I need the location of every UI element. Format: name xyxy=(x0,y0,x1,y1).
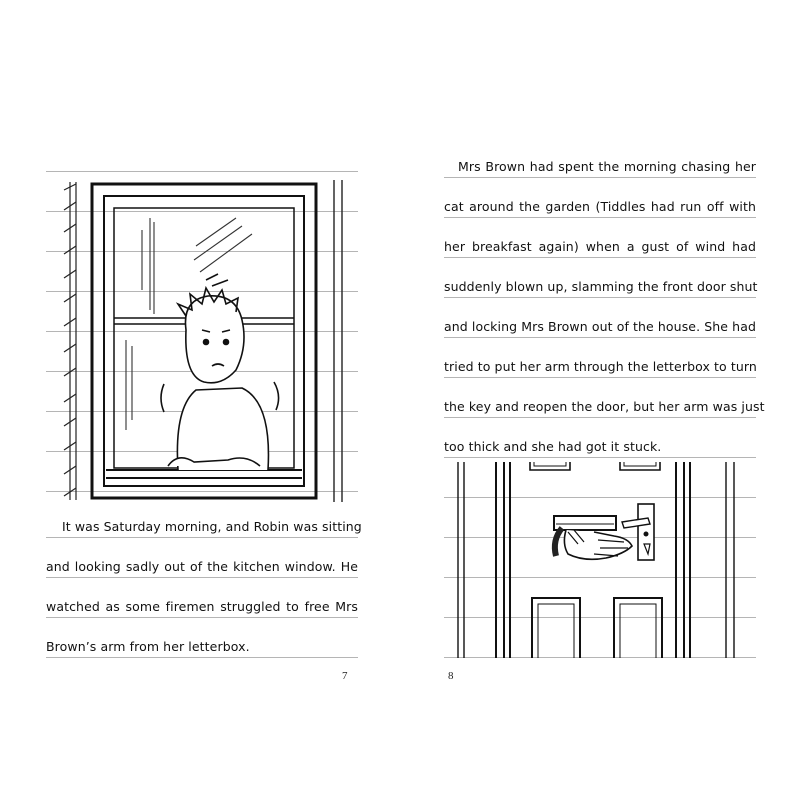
paragraph-line: and looking sadly out of the kitchen window. He xyxy=(46,559,358,574)
paragraph-line: cat around the garden (Tiddles had run off with xyxy=(444,199,756,214)
left-page-paragraph xyxy=(46,519,362,659)
paragraph-line: tried to put her arm through the letterbox to turn xyxy=(444,359,757,374)
paragraph-line: and locking Mrs Brown out of the house. She had xyxy=(444,319,756,334)
page-number: 7 xyxy=(342,670,348,682)
paragraph-line: suddenly blown up, slamming the front door shut xyxy=(444,279,758,294)
right-page xyxy=(400,0,800,800)
page-number: 8 xyxy=(448,670,454,682)
paragraph-line: watched as some firemen struggled to free Mrs xyxy=(46,599,358,614)
paragraph-line: Mrs Brown had spent the morning chasing her xyxy=(458,159,756,174)
paragraph-line: too thick and she had got it stuck. xyxy=(444,439,662,454)
boy-at-window-icon xyxy=(46,170,358,510)
paragraph-line: It was Saturday morning, and Robin was sitting xyxy=(62,519,362,534)
paragraph-line: Brown’s arm from her letterbox. xyxy=(46,639,250,654)
paragraph-line: her breakfast again) when a gust of wind had xyxy=(444,239,756,254)
paragraph-line: the key and reopen the door, but her arm was just xyxy=(444,399,765,414)
right-page-paragraph xyxy=(444,159,765,459)
arm-stuck-in-letterbox-icon xyxy=(444,458,756,658)
